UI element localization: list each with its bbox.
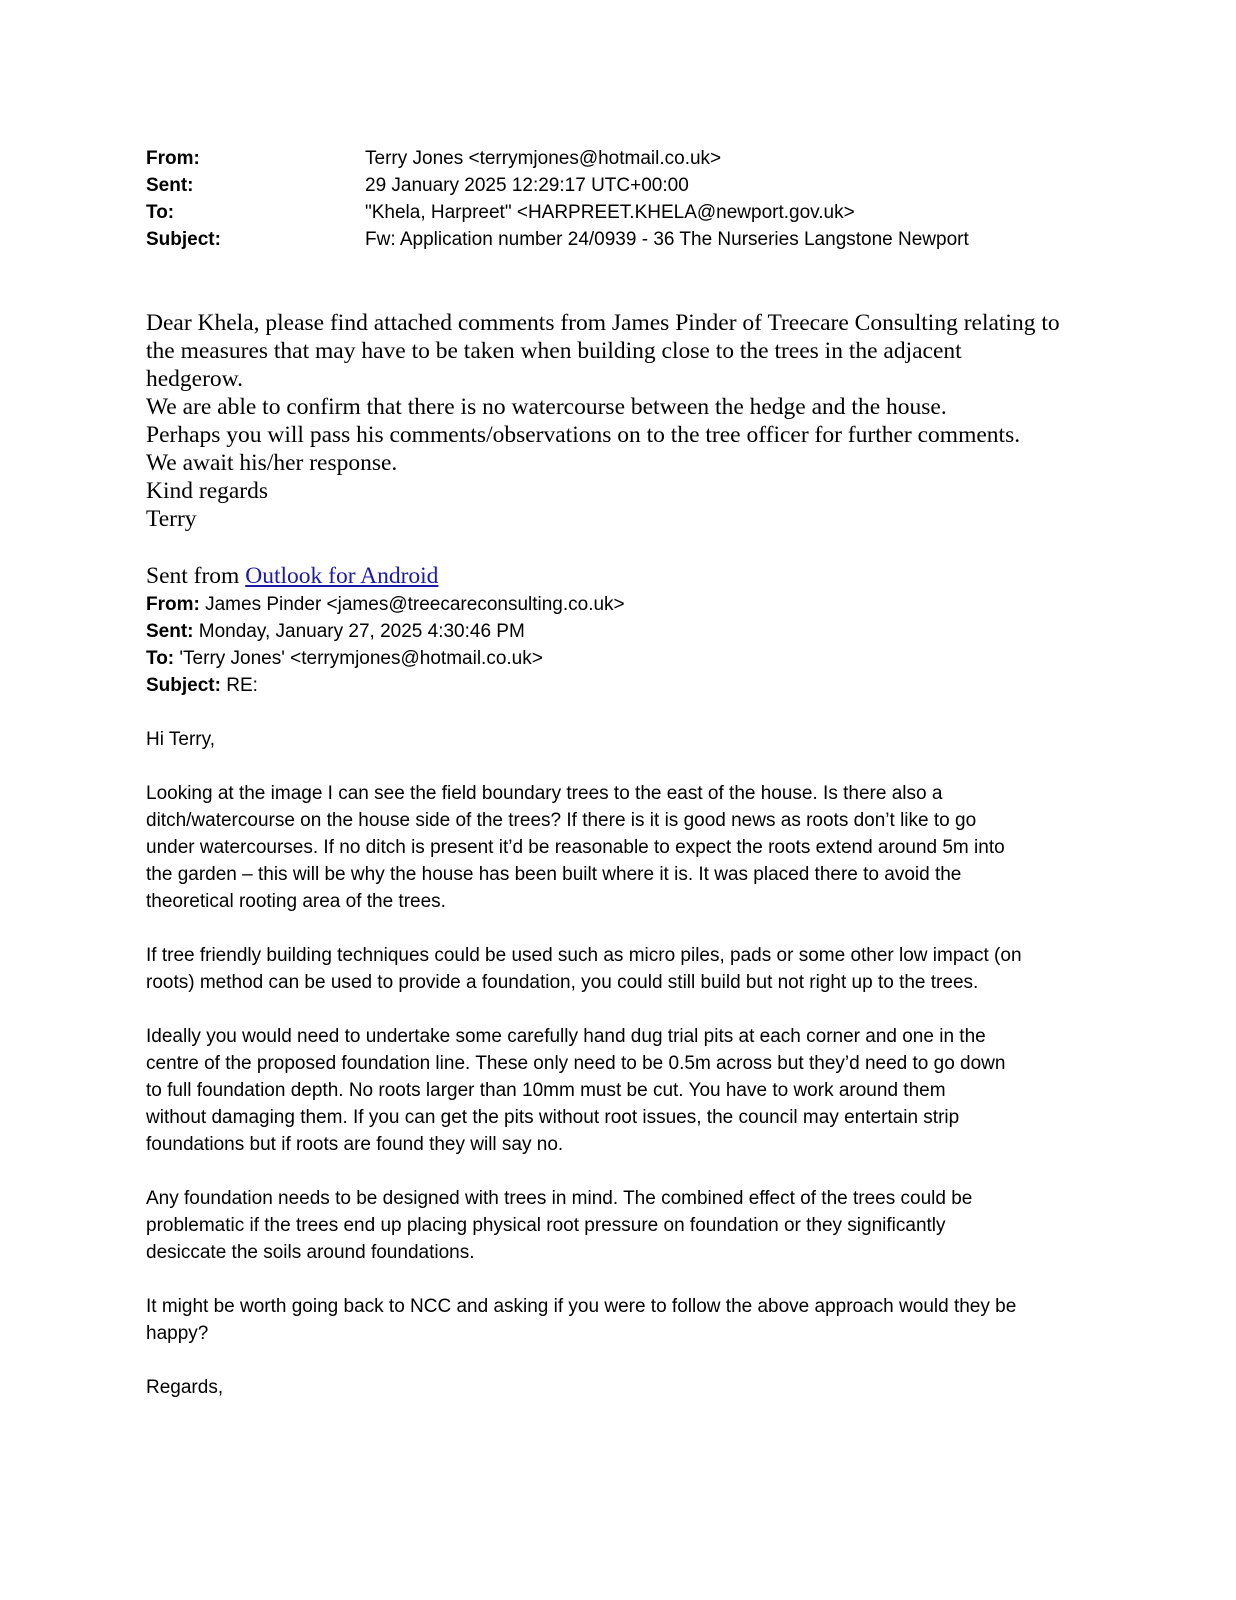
forward-note (146, 309, 1096, 533)
email-document (146, 145, 1096, 1428)
quoted-to-row (146, 645, 1096, 672)
sent-from-prefix: Sent from (146, 563, 246, 589)
quoted-email-header (146, 591, 1096, 699)
quoted-sent-row (146, 618, 1096, 645)
header-from-row (146, 145, 1096, 172)
body-paragraph-3 (146, 1023, 1096, 1158)
body-line: It might be worth going back to NCC and asking if you were to follow the above approach would they be (146, 1296, 1017, 1317)
quoted-message-body (146, 726, 1096, 1401)
outlook-for-android-link[interactable]: Outlook for Android (245, 563, 439, 589)
forward-note-line: Perhaps you will pass his comments/observations on to the tree officer for further comments. (146, 422, 1021, 448)
email-header (146, 145, 1096, 253)
quoted-from-label: From: (146, 594, 200, 615)
body-line: desiccate the soils around foundations. (146, 1242, 475, 1263)
forward-note-line: Dear Khela, please find attached comments from James Pinder of Treecare Consulting relating to (146, 310, 1060, 336)
signoff: Regards, (146, 1377, 224, 1398)
header-to-row (146, 199, 1096, 226)
header-sent-value: 29 January 2025 12:29:17 UTC+00:00 (365, 175, 689, 196)
body-line: Looking at the image I can see the field boundary trees to the east of the house. Is there also a (146, 783, 943, 804)
forward-note-line: We await his/her response. (146, 450, 398, 476)
forward-note-line: We are able to confirm that there is no watercourse between the hedge and the house. (146, 394, 947, 420)
body-line: to full foundation depth. No roots larger than 10mm must be cut. You have to work around them (146, 1080, 946, 1101)
body-line: If tree friendly building techniques could be used such as micro piles, pads or some other low impact (on (146, 945, 1022, 966)
quoted-from-value: James Pinder <james@treecareconsulting.co.uk> (199, 594, 625, 615)
quoted-to-label: To: (146, 648, 175, 669)
body-paragraph-2 (146, 942, 1096, 996)
body-line: problematic if the trees end up placing physical root pressure on foundation or they significantly (146, 1215, 946, 1236)
body-line: centre of the proposed foundation line. These only need to be 0.5m across but they’d need to go down (146, 1053, 1006, 1074)
body-line: roots) method can be used to provide a foundation, you could still build but not right up to the trees. (146, 972, 979, 993)
quoted-from-row (146, 591, 1096, 618)
quoted-sent-label: Sent: (146, 621, 194, 642)
quoted-subject-label: Subject: (146, 675, 221, 696)
forward-note-line: Terry (146, 506, 197, 532)
header-subject-label: Subject: (146, 229, 221, 250)
body-paragraph-5 (146, 1293, 1096, 1347)
quoted-to-value: 'Terry Jones' <terrymjones@hotmail.co.uk> (174, 648, 543, 669)
body-line: theoretical rooting area of the trees. (146, 891, 446, 912)
header-to-value: "Khela, Harpreet" <HARPREET.KHELA@newport.gov.uk> (365, 202, 855, 223)
body-line: foundations but if roots are found they will say no. (146, 1134, 564, 1155)
body-line: without damaging them. If you can get the pits without root issues, the council may entertain strip (146, 1107, 960, 1128)
body-line: under watercourses. If no ditch is present it’d be reasonable to expect the roots extend around 5m into (146, 837, 1005, 858)
body-line: ditch/watercourse on the house side of the trees? If there is it is good news as roots don’t like to go (146, 810, 977, 831)
forward-note-line: the measures that may have to be taken when building close to the trees in the adjacent (146, 338, 962, 364)
body-line: happy? (146, 1323, 209, 1344)
header-from-value: Terry Jones <terrymjones@hotmail.co.uk> (365, 148, 722, 169)
body-paragraph-1 (146, 780, 1096, 915)
sent-from-line (146, 561, 1096, 591)
header-subject-value: Fw: Application number 24/0939 - 36 The Nurseries Langstone Newport (365, 229, 969, 250)
quoted-subject-row (146, 672, 1096, 699)
body-line: Ideally you would need to undertake some carefully hand dug trial pits at each corner and one in the (146, 1026, 986, 1047)
body-paragraph-4 (146, 1185, 1096, 1266)
body-line: the garden – this will be why the house has been built where it is. It was placed there to avoid the (146, 864, 962, 885)
quoted-subject-value: RE: (220, 675, 258, 696)
header-subject-row (146, 226, 1096, 253)
quoted-sent-value: Monday, January 27, 2025 4:30:46 PM (193, 621, 525, 642)
body-line: Any foundation needs to be designed with trees in mind. The combined effect of the trees could be (146, 1188, 973, 1209)
forward-note-line: hedgerow. (146, 366, 244, 392)
header-to-label: To: (146, 202, 175, 223)
header-sent-row (146, 172, 1096, 199)
header-from-label: From: (146, 148, 200, 169)
forward-note-line: Kind regards (146, 478, 269, 504)
greeting: Hi Terry, (146, 729, 215, 750)
header-sent-label: Sent: (146, 175, 194, 196)
